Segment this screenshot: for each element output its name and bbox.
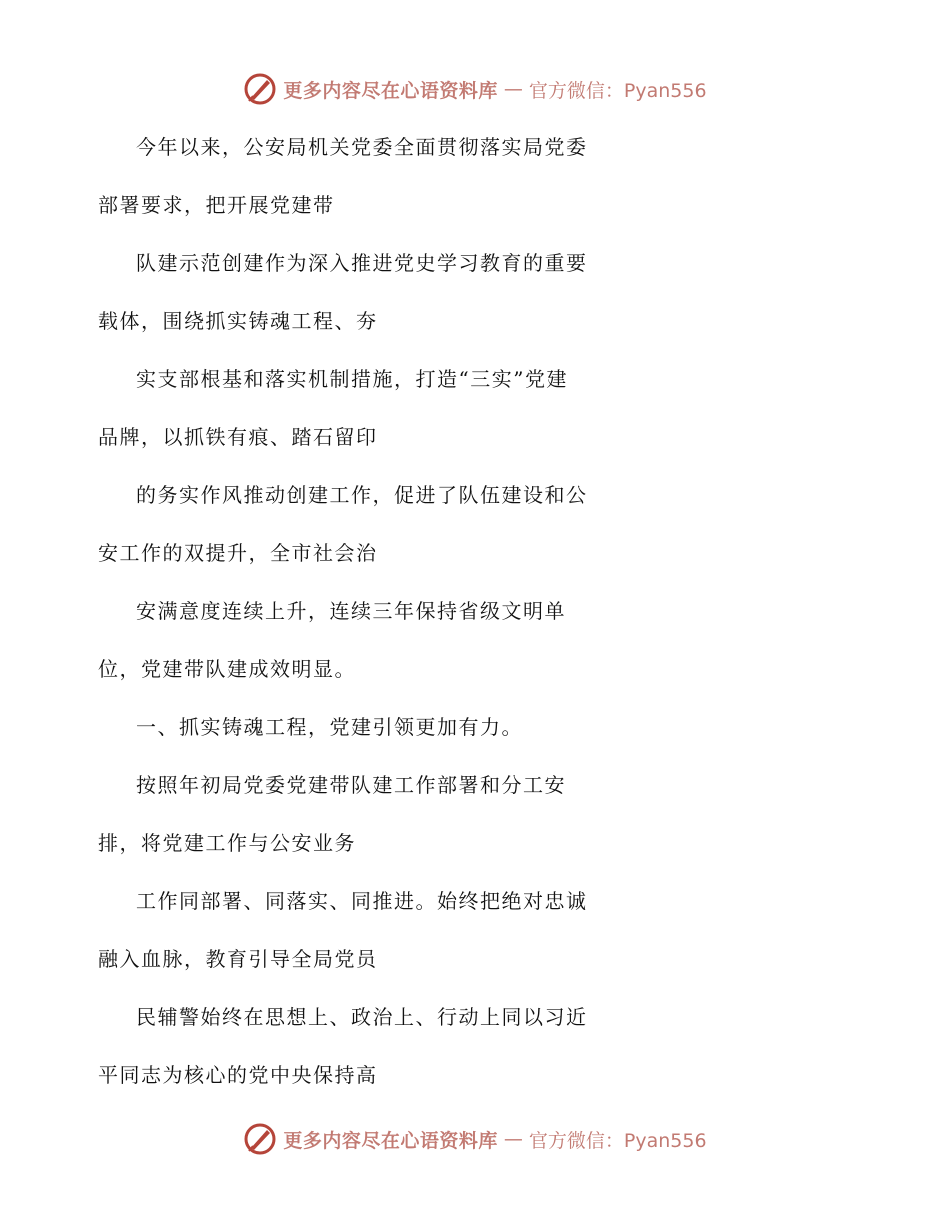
text-line: 部署要求，把开展党建带: [98, 193, 335, 217]
text-line: 的务实作风推动创建工作，促进了队伍建设和公: [136, 483, 588, 507]
body-text: [98, 118, 858, 1104]
text-line: 队建示范创建作为深入推进党史学习教育的重要: [136, 251, 588, 275]
watermark-main-text: 更多内容尽在心语资料库: [283, 79, 498, 102]
text-line: 安满意度连续上升，连续三年保持省级文明单: [136, 599, 566, 623]
text-line: 实支部根基和落实机制措施，打造“三实”党建: [136, 367, 568, 391]
quill-logo-icon: [243, 72, 277, 106]
watermark-header: [0, 72, 950, 106]
text-line: 平同志为核心的党中央保持高: [98, 1063, 378, 1087]
watermark-sub-text: 官方微信：Pyan556: [528, 1129, 707, 1152]
text-line: 一、抓实铸魂工程，党建引领更加有力。: [136, 715, 523, 739]
text-line: 安工作的双提升，全市社会治: [98, 541, 378, 565]
text-line: 位，党建带队建成效明显。: [98, 657, 356, 681]
watermark-main-text: 更多内容尽在心语资料库: [283, 1129, 498, 1152]
text-line: 工作同部署、同落实、同推进。始终把绝对忠诚: [136, 889, 588, 913]
watermark-sub-text: 官方微信：Pyan556: [528, 79, 707, 102]
watermark-footer: [0, 1122, 950, 1156]
watermark-dash: —: [503, 78, 523, 100]
text-line: 融入血脉，教育引导全局党员: [98, 947, 378, 971]
text-line: 品牌，以抓铁有痕、踏石留印: [98, 425, 378, 449]
text-line: 排，将党建工作与公安业务: [98, 831, 356, 855]
quill-logo-icon: [243, 1122, 277, 1156]
text-line: 今年以来，公安局机关党委全面贯彻落实局党委: [136, 135, 588, 159]
text-line: 民辅警始终在思想上、政治上、行动上同以习近: [136, 1005, 588, 1029]
text-line: 按照年初局党委党建带队建工作部署和分工安: [136, 773, 566, 797]
watermark-dash: —: [503, 1128, 523, 1150]
text-line: 载体，围绕抓实铸魂工程、夯: [98, 309, 378, 333]
